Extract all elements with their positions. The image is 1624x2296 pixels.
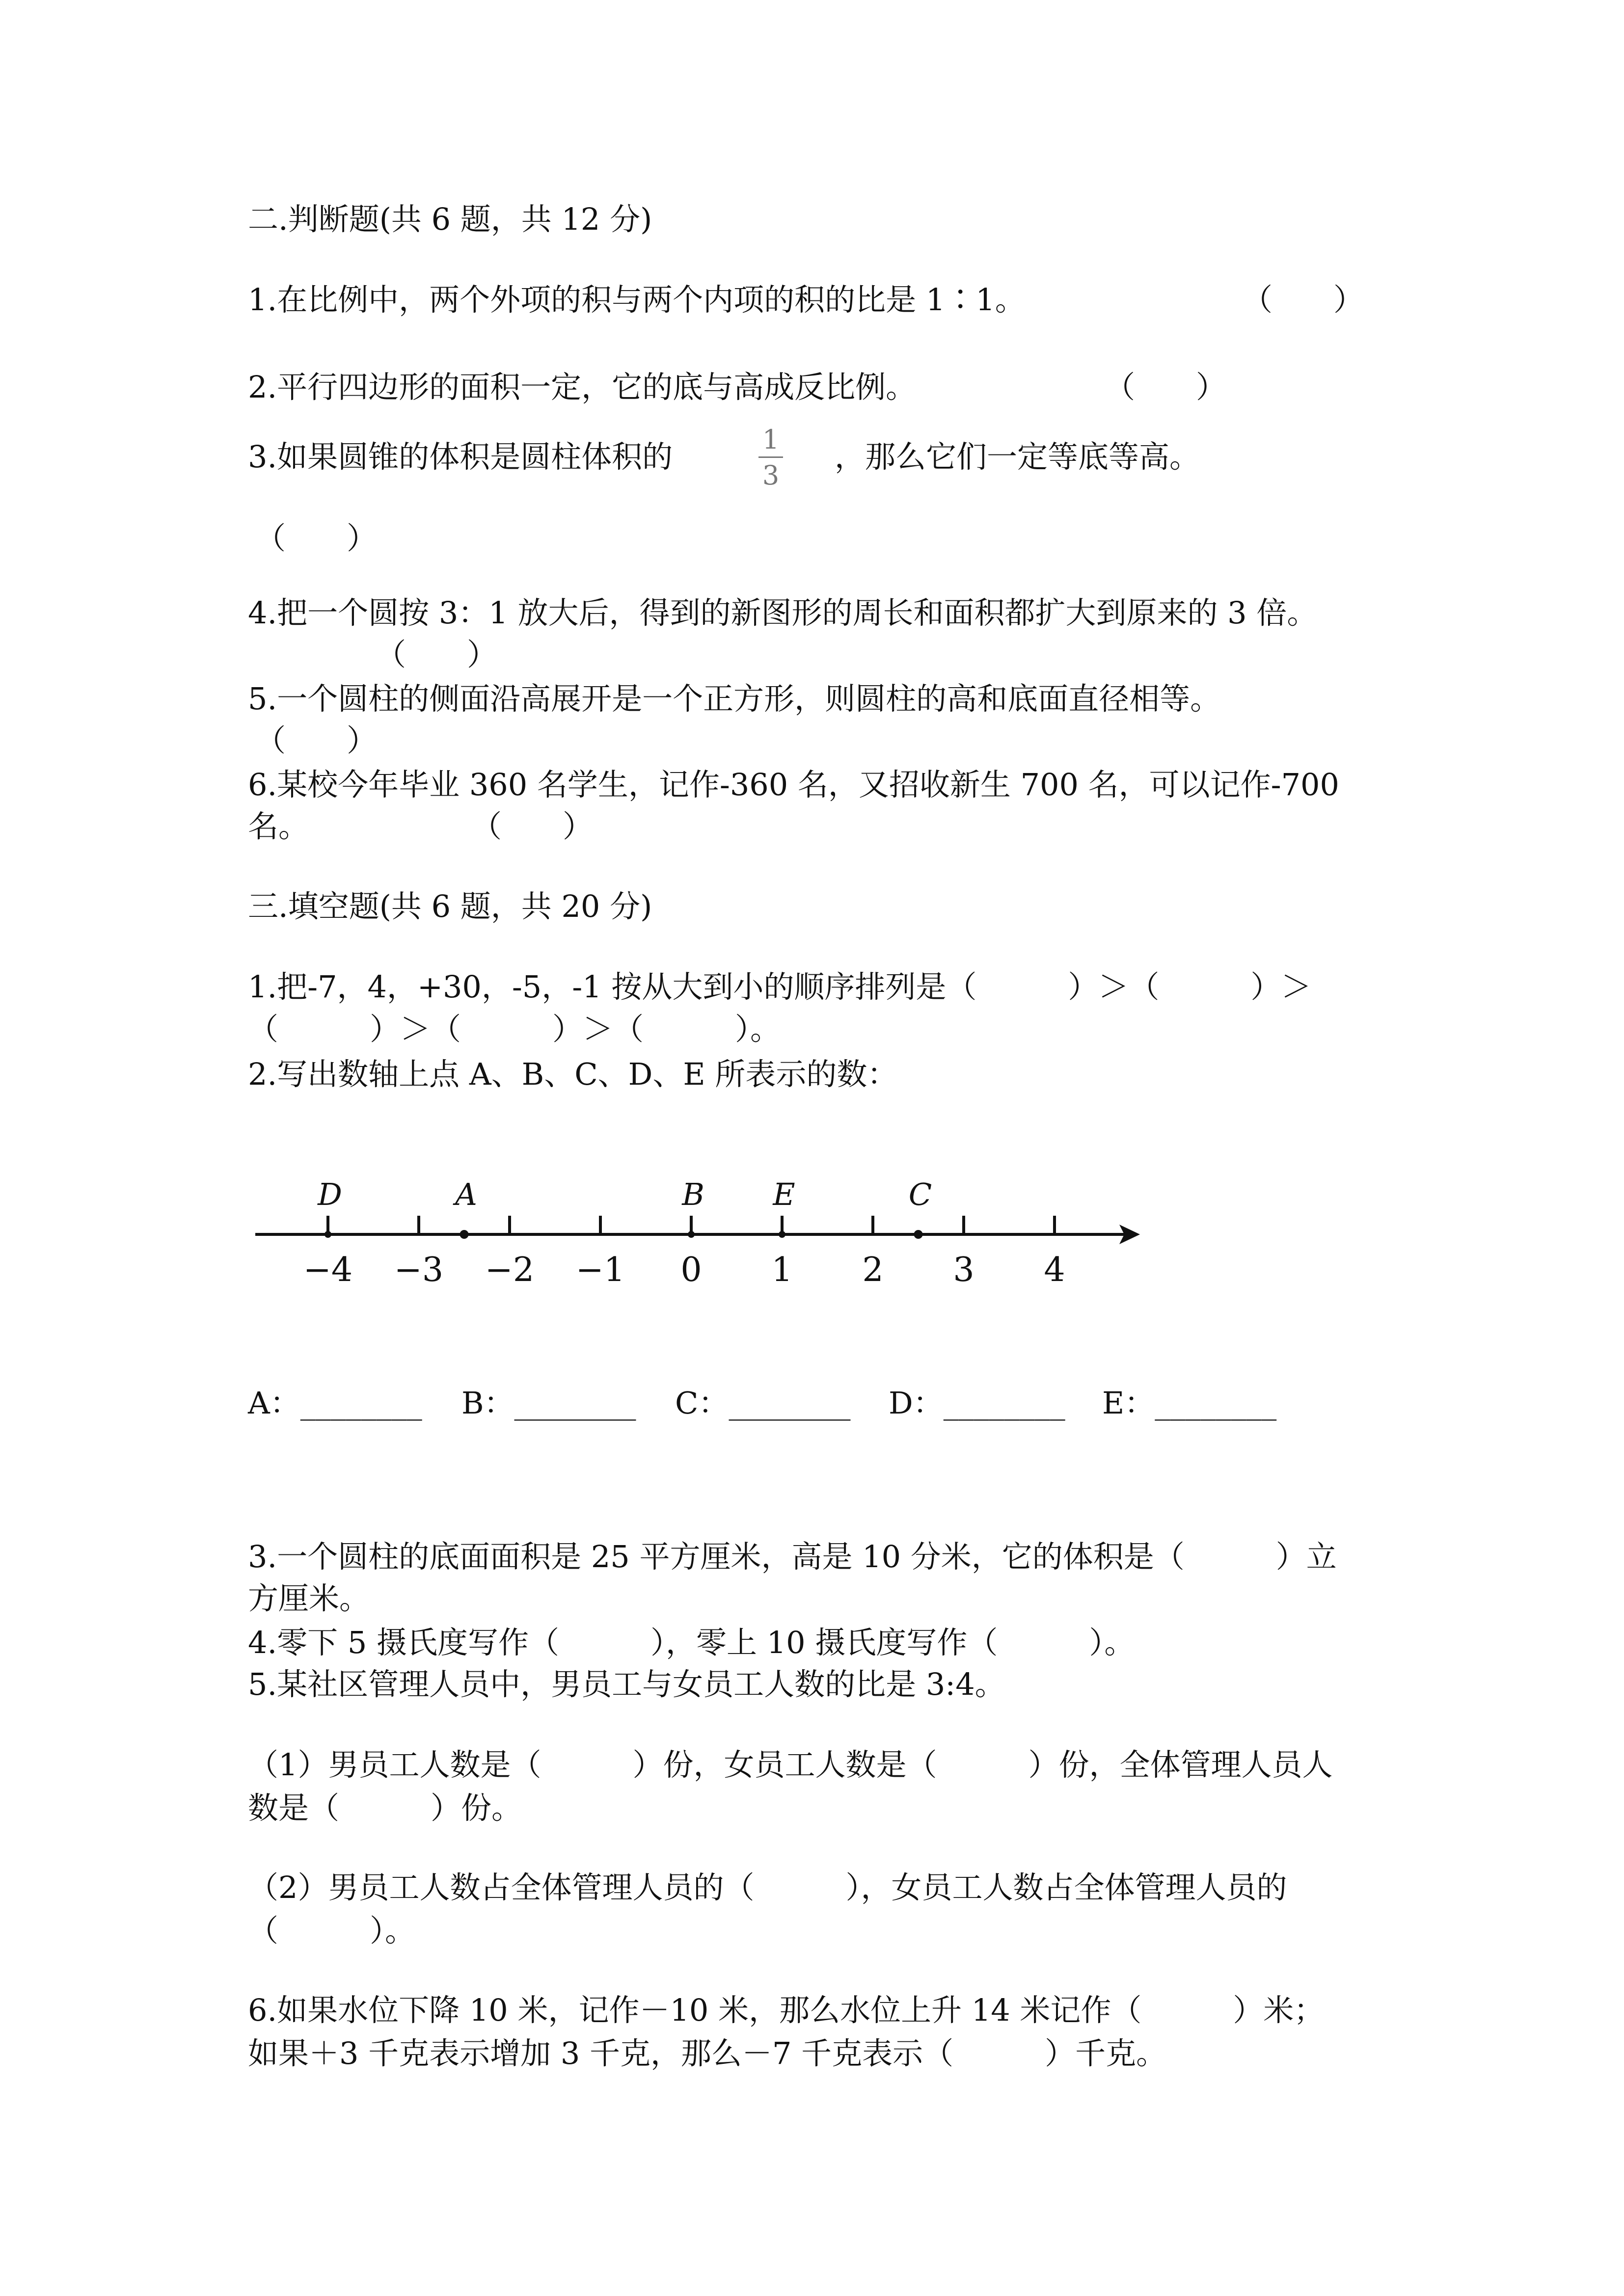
judge-q2: 2.平行四边形的面积一定，它的底与高成反比例。	[248, 369, 917, 405]
point-label-b: B	[682, 1176, 704, 1212]
fill-q5-1-line2: 数是（ ）份。	[248, 1790, 522, 1826]
point-label-a: A	[455, 1176, 477, 1212]
fill-q6-line1: 6.如果水位下降 10 米，记作－10 米，那么水位上升 14 米记作（ ）米；	[248, 1992, 1325, 2028]
tick-label: 4	[1044, 1251, 1065, 1289]
tick-label: −3	[394, 1251, 444, 1289]
answer-e[interactable]: E：________	[1102, 1385, 1277, 1421]
point-dot-b	[688, 1231, 695, 1238]
judge-q2-blank[interactable]: （ ）	[1105, 369, 1227, 405]
point-dot-d	[325, 1231, 331, 1238]
answer-c[interactable]: C：________	[675, 1385, 851, 1421]
tick-label: 1	[771, 1251, 793, 1289]
fill-q6-line2: 如果＋3 千克表示增加 3 千克，那么－7 千克表示（ ）千克。	[248, 2035, 1167, 2071]
judge-q1-blank[interactable]: （ ）	[1242, 282, 1364, 318]
tick-label: −4	[303, 1251, 353, 1289]
point-label-c: C	[908, 1176, 932, 1212]
judge-q3-suffix: ，那么它们一定等底等高。	[835, 439, 1200, 475]
point-dot-a	[460, 1230, 469, 1239]
tick-label: 2	[862, 1251, 884, 1289]
tick-label: −2	[485, 1251, 535, 1289]
judge-q1: 1.在比例中，两个外项的积与两个内项的积的比是 1∶1。	[248, 282, 1026, 318]
fill-q5: 5.某社区管理人员中，男员工与女员工人数的比是 3:4。	[248, 1666, 1005, 1702]
tick-label: −1	[575, 1251, 625, 1289]
fraction-numerator: 1	[762, 424, 780, 455]
tick-label: 3	[953, 1251, 974, 1289]
fill-q3-line2: 方厘米。	[248, 1580, 370, 1616]
judge-q5-blank[interactable]: （ ）	[255, 722, 378, 758]
judge-q4-blank[interactable]: （ ）	[376, 637, 498, 672]
point-dot-e	[779, 1231, 785, 1238]
point-dot-c	[914, 1230, 923, 1239]
answer-a[interactable]: A：________	[248, 1385, 422, 1421]
answer-d[interactable]: D：________	[889, 1385, 1065, 1421]
judge-q3-blank[interactable]: （ ）	[255, 520, 378, 556]
judge-q6-line1: 6.某校今年毕业 360 名学生，记作-360 名，又招收新生 700 名，可以记作-700	[248, 767, 1339, 802]
fill-q5-2-line1: （2）男员工人数占全体管理人员的（ ），女员工人数占全体管理人员的	[248, 1869, 1287, 1905]
fill-q5-1-line1: （1）男员工人数是（ ）份，女员工人数是（ ）份，全体管理人员人	[248, 1747, 1333, 1783]
fill-q2: 2.写出数轴上点 A、B、C、D、E 所表示的数：	[248, 1056, 898, 1092]
fill-q3-line1: 3.一个圆柱的底面面积是 25 平方厘米，高是 10 分米，它的体积是（ ）立	[248, 1539, 1337, 1575]
fill-q4: 4.零下 5 摄氏度写作（ ），零上 10 摄氏度写作（ ）。	[248, 1625, 1135, 1660]
tick-label: 0	[680, 1251, 702, 1289]
section-3-title: 三.填空题(共 6 题，共 20 分)	[248, 888, 652, 924]
fill-q5-2-line2: （ ）。	[248, 1913, 416, 1949]
point-label-d: D	[318, 1176, 342, 1212]
fraction-denominator: 3	[762, 460, 780, 491]
judge-q6-blank[interactable]: （ ）	[471, 808, 594, 844]
fill-q1-line2: （ ）＞（ ）＞（ ）。	[248, 1011, 781, 1047]
judge-q3-prefix: 3.如果圆锥的体积是圆柱体积的	[248, 439, 673, 475]
answer-b[interactable]: B：________	[461, 1385, 636, 1421]
judge-q4: 4.把一个圆按 3：1 放大后，得到的新图形的周长和面积都扩大到原来的 3 倍。	[248, 595, 1318, 631]
fill-q1-line1: 1.把-7，4，+30，-5，-1 按从大到小的顺序排列是（ ）＞（ ）＞	[248, 969, 1312, 1005]
judge-q6-line2: 名。	[248, 808, 309, 844]
point-label-e: E	[773, 1176, 795, 1212]
judge-q5: 5.一个圆柱的侧面沿高展开是一个正方形，则圆柱的高和底面直径相等。	[248, 681, 1221, 717]
section-2-title: 二.判断题(共 6 题，共 12 分)	[248, 201, 652, 237]
